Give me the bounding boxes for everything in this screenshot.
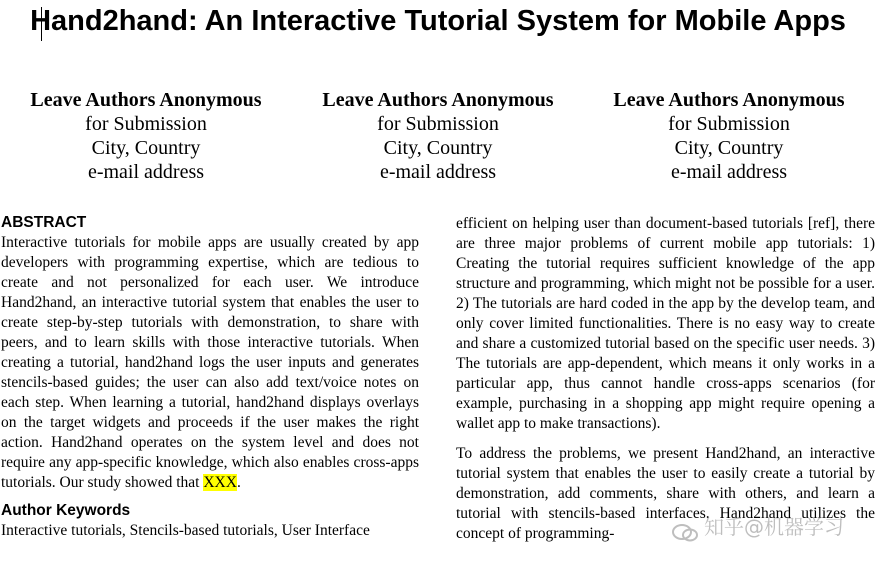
- author-location: City, Country: [91, 137, 201, 159]
- right-column: [456, 214, 875, 544]
- left-column: [1, 213, 419, 541]
- author-2: [288, 88, 588, 184]
- author-location: City, Country: [383, 137, 493, 159]
- author-name: Leave Authors Anonymous: [30, 89, 262, 111]
- author-affiliation: for Submission: [85, 113, 207, 135]
- abstract-end: .: [236, 474, 241, 491]
- author-affiliation: for Submission: [668, 113, 790, 135]
- author-location: City, Country: [674, 137, 784, 159]
- author-email: e-mail address: [670, 161, 788, 183]
- author-email: e-mail address: [87, 161, 205, 183]
- paper-title: Hand2hand: An Interactive Tutorial System for Mobile Apps: [30, 5, 846, 37]
- highlighted-placeholder: XXX: [203, 474, 237, 491]
- keywords-text: Interactive tutorials, Stencils-based tutorials, User Interface: [1, 522, 370, 539]
- author-name: Leave Authors Anonymous: [613, 89, 845, 111]
- abstract-paragraph: [1, 233, 419, 493]
- abstract-body: Interactive tutorials for mobile apps are usually created by app developers with programming expertise, which are tedious to create and not personalized for each user. We introduce Hand2hand, an interactive tutorial system that enables the user to create step-by-step tutorials with demonstration, to share with peers, and to learn skills with those interactive tutorials. When creating a tutorial, hand2hand logs the user inputs and generates stencils-based guides; the user can also add text/voice notes on each step. When learning a tutorial, hand2hand displays overlays on the target widgets and proceeds if the user makes the right action. Hand2hand operates on the system level and does not require any app-specific knowledge, which also enables cross-apps tutorials. Our study showed that: [1, 234, 419, 491]
- keywords-heading: Author Keywords: [1, 502, 131, 519]
- watermark-text: 知乎@机器学习: [704, 515, 844, 539]
- author-name: Leave Authors Anonymous: [322, 89, 554, 111]
- author-affiliation: for Submission: [377, 113, 499, 135]
- author-3: [579, 88, 879, 184]
- author-block: [0, 88, 884, 188]
- intro-paragraph-2: To address the problems, we present Hand2hand, an interactive tutorial system that enables the user to easily create a tutorial by demonstration, add comments, share with others, and learn a tutorial with stencils-based interfaces. Hand2hand utilizes the concept of programming-: [456, 445, 875, 542]
- author-email: e-mail address: [379, 161, 497, 183]
- author-1: [0, 88, 296, 184]
- abstract-heading: ABSTRACT: [1, 214, 87, 231]
- intro-paragraph-1: efficient on helping user than document-based tutorials [ref], there are three major problems of current mobile app tutorials: 1) Creating the tutorial requires sufficient knowledge of the app structure and programming, which might not be possible for a user. 2) The tutorials are hard coded in the app by the develop team, and only cover limited functionalities. There is no easy way to create and share a customized tutorial based on the specific user needs. 3) The tutorials are app-dependent, which means it only works in a particular app, thus cannot handle cross-apps scenarios (for example, purchasing in a shopping app might require opening a wallet app to make transactions).: [456, 215, 875, 432]
